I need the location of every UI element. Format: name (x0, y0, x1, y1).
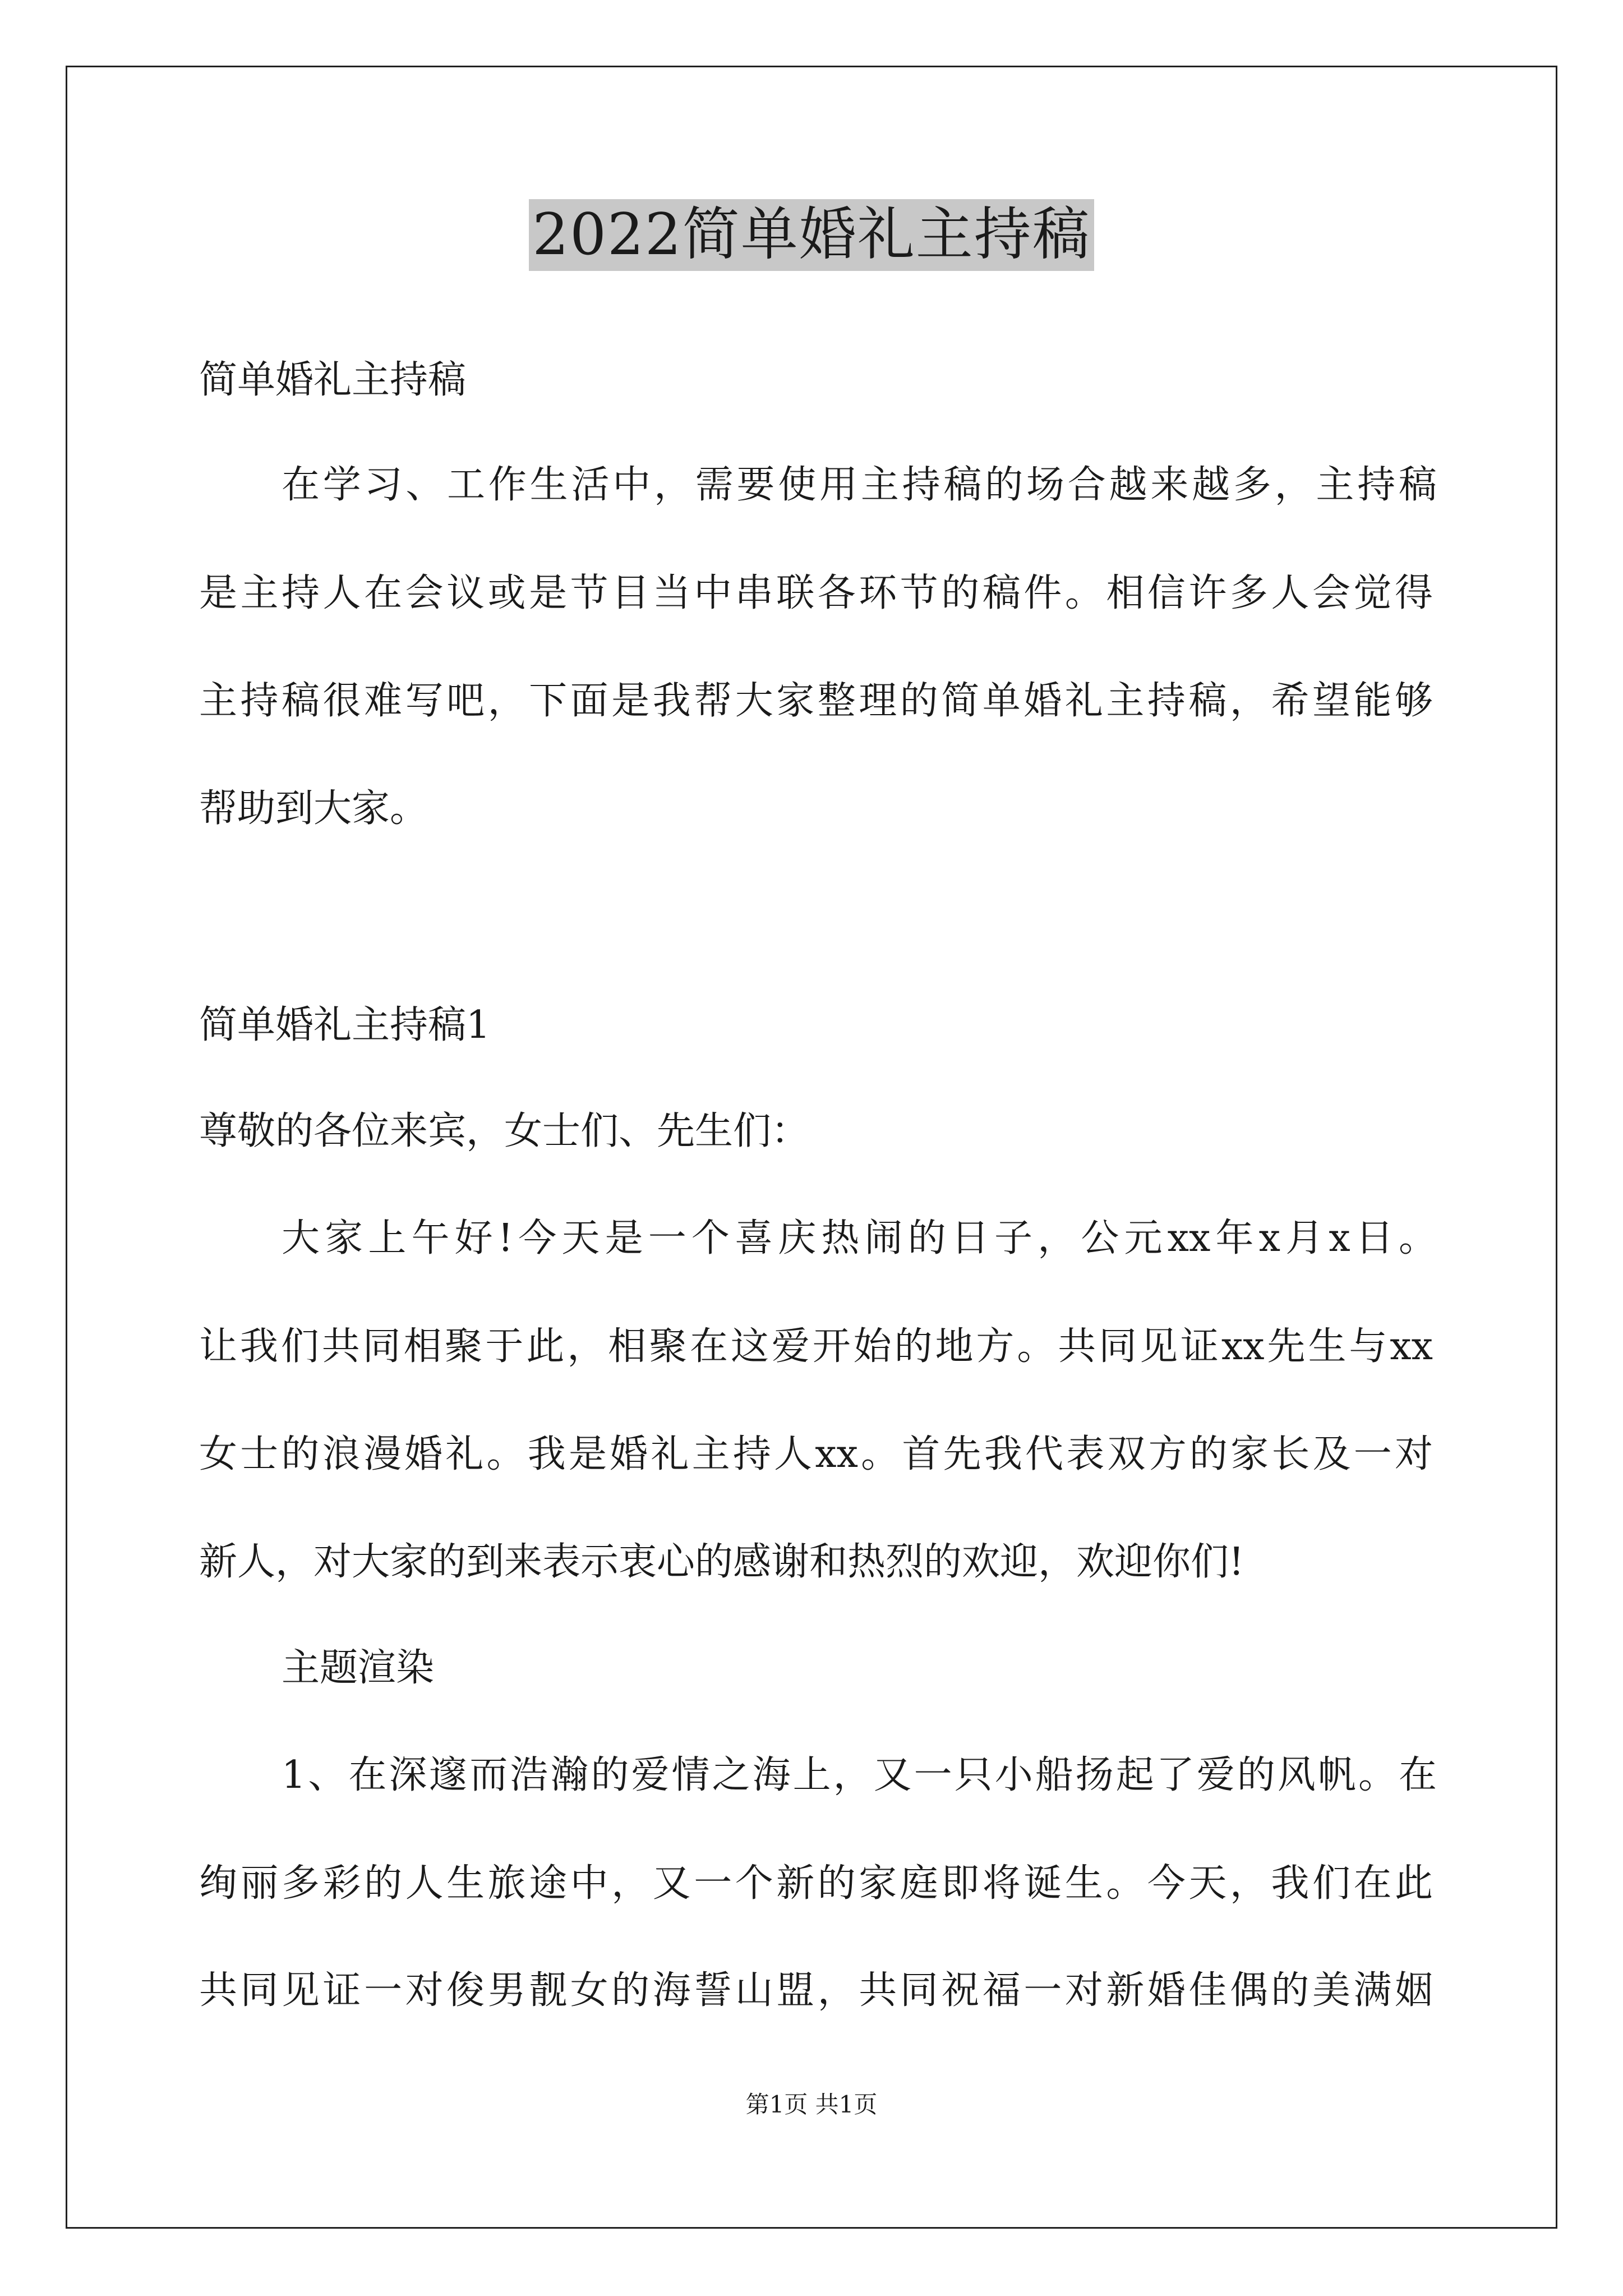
title-container (0, 199, 1623, 271)
subheading: 主题渲染 (282, 1646, 435, 1690)
paragraph-line: 是主持人在会议或是节目当中串联各环节的稿件。相信许多人会觉得 (199, 571, 1433, 615)
paragraph-line: 让我们共同相聚于此，相聚在这爱开始的地方。共同见证xx先生与xx (199, 1324, 1433, 1369)
paragraph-line: 主持稿很难写吧，下面是我帮大家整理的简单婚礼主持稿，希望能够 (199, 679, 1433, 723)
paragraph-line: 绚丽多彩的人生旅途中，又一个新的家庭即将诞生。今天，我们在此 (199, 1861, 1433, 1906)
section-heading: 简单婚礼主持稿 (199, 358, 467, 402)
page-footer: 第1页 共1页 (745, 2091, 878, 2118)
paragraph-line: 新人，对大家的到来表示衷心的感谢和热烈的欢迎，欢迎你们! (199, 1540, 1244, 1584)
paragraph-line: 帮助到大家。 (199, 786, 428, 831)
document-title: 2022简单婚礼主持稿 (529, 199, 1094, 271)
section-heading: 简单婚礼主持稿1 (199, 1003, 491, 1047)
salutation: 尊敬的各位来宾，女士们、先生们： (199, 1109, 810, 1153)
paragraph-line: 1、在深邃而浩瀚的爱情之海上，又一只小船扬起了爱的风帆。在 (282, 1753, 1437, 1797)
paragraph-line: 女士的浪漫婚礼。我是婚礼主持人xx。首先我代表双方的家长及一对 (199, 1432, 1433, 1476)
paragraph-line: 在学习、工作生活中，需要使用主持稿的场合越来越多，主持稿 (282, 463, 1437, 507)
paragraph-line: 大家上午好!今天是一个喜庆热闹的日子，公元xx年x月x日。 (282, 1216, 1437, 1260)
paragraph-line: 共同见证一对俊男靓女的海誓山盟，共同祝福一对新婚佳偶的美满姻 (199, 1968, 1433, 2013)
